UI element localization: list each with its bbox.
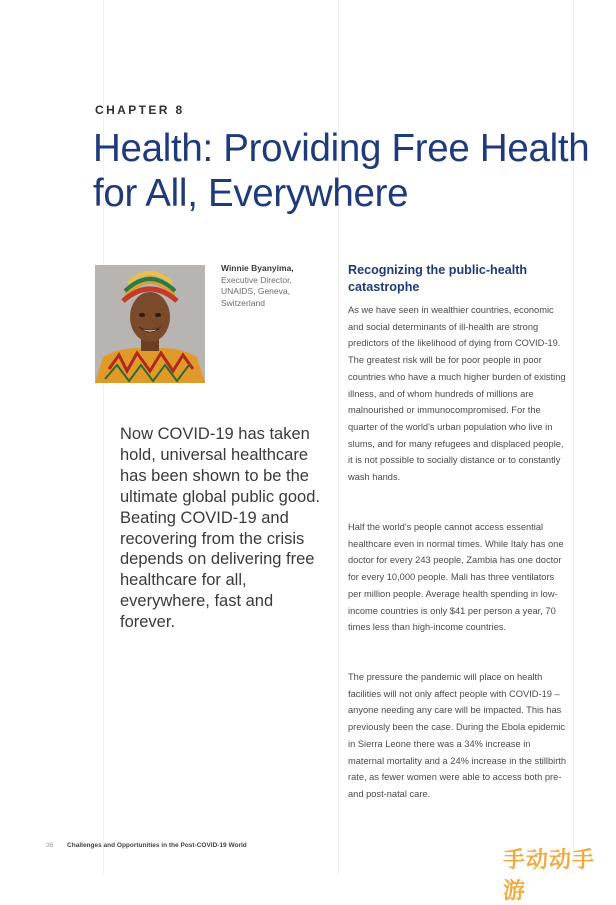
author-location: Switzerland xyxy=(221,297,265,308)
author-portrait xyxy=(95,265,205,383)
section-heading: Recognizing the public-health catastrophe xyxy=(348,263,528,294)
page-footer xyxy=(46,842,247,849)
paragraph-text: As we have seen in wealthier countries, economic and social determinants of ill-health are strong predictors of the likelihood of dying from COVID-19. The greatest risk will be for poor people in poor countries who have a much higher burden of existing illness, and of whom hundreds of millions are malnourished or immunocompromised. For the quarter of the world's urban population who live in slums, and for many refugees and displaced people, it is not possible to socially distance or to constantly wash hands. xyxy=(348,305,566,483)
paragraph-text: Half the world's people cannot access essential healthcare even in normal times. While Italy has one doctor for every 243 people, Zambia has one doctor for every 10,000 people. Mali has three ventilators per million people. Average health spending in low-income countries is only $41 per person a year, 70 times less than high-income countries. xyxy=(348,522,564,633)
author-org: UNAIDS, Geneva, xyxy=(221,286,290,296)
watermark-logo: 手动动手游 xyxy=(503,848,596,904)
page-number: 36 xyxy=(46,842,54,849)
pull-quote: Now COVID-19 has taken hold, universal healthcare has been shown to be the ultimate global public good. Beating COVID-19 and recovering from the crisis depends on delivering free healthcare for all, everywhere, fast and forever. xyxy=(120,425,320,632)
author-role: Executive Director, xyxy=(221,274,292,285)
footer-title: Challenges and Opportunities in the Post-COVID-19 World xyxy=(67,842,247,849)
author-name: Winnie Byanyima, xyxy=(221,263,294,273)
body-paragraph xyxy=(348,519,568,636)
author-credit xyxy=(221,263,331,309)
page-title: Health: Providing Free Health for All, Everywhere xyxy=(93,127,590,215)
paragraph-text: The pressure the pandemic will place on health facilities will not only affect people with COVID-19 – anyone needing any care will be impacted. This has previously been the case. During the Ebola epidemic in Sierra Leone there was a 34% increase in maternal mortality and a 24% increase in the stillbirth rate, as fewer women were able to access both pre- and post-natal care. xyxy=(348,672,567,799)
body-paragraph xyxy=(348,302,568,486)
chapter-label: CHAPTER 8 xyxy=(95,103,185,117)
body-paragraph xyxy=(348,669,568,803)
portrait-illustration xyxy=(95,265,205,383)
